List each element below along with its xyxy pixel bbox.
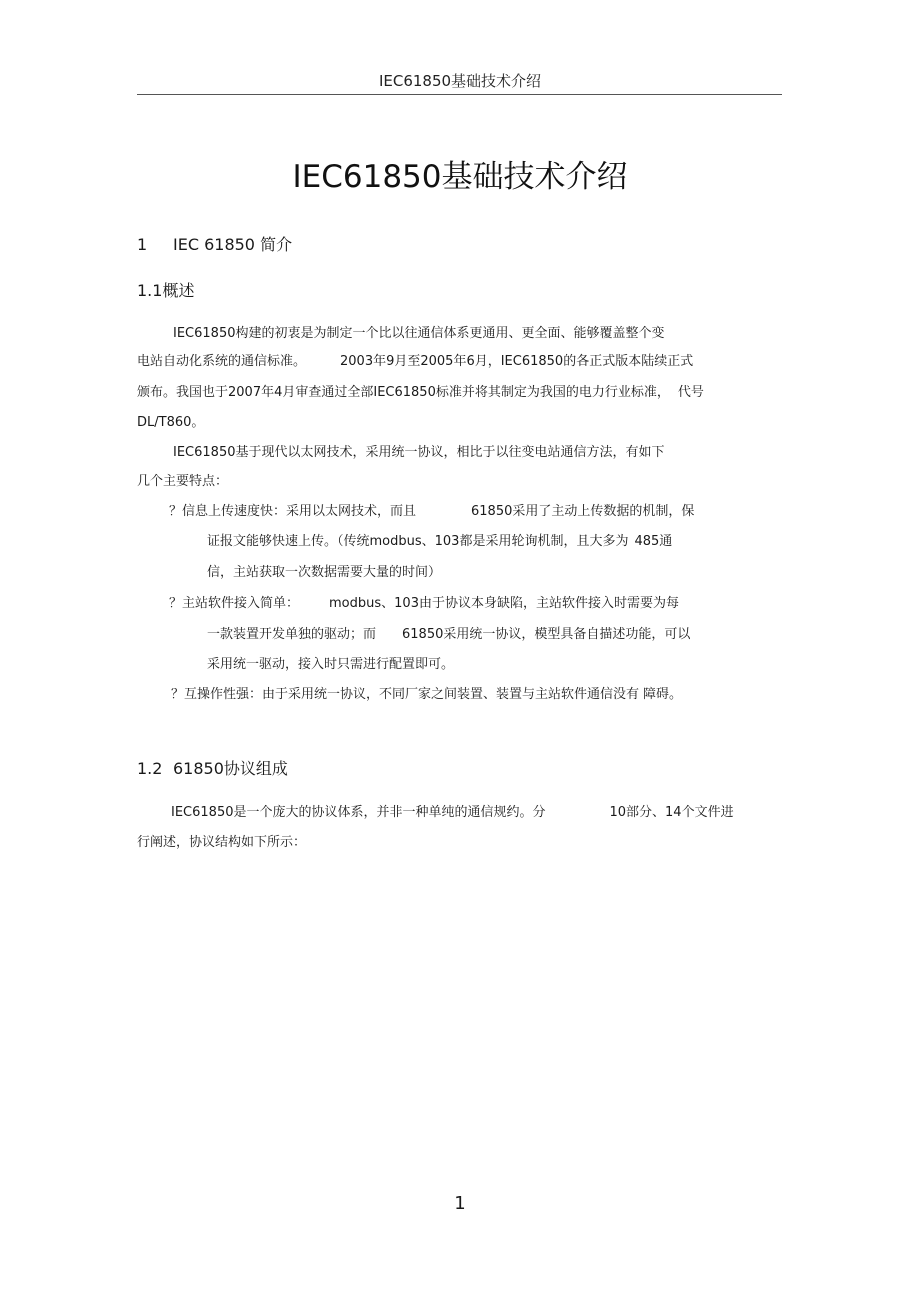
section-1-number: 1 (137, 235, 148, 254)
bullet2-line1a: ？主站软件接入简单： (169, 596, 300, 611)
bullet3-line1b: 障碍。 (643, 687, 683, 702)
running-header: IEC61850基础技术介绍 (378, 72, 542, 90)
document-title: IEC61850基础技术介绍 (292, 159, 628, 195)
section-1-1-heading: 1.1概述 (137, 281, 195, 300)
bullet1-line2 (207, 530, 672, 549)
bullet3-line1a: ？互操作性强：由于采用统一协议，不同厂家之间装置、装置与主站软件通信没有 (171, 687, 640, 702)
bullet1-line1b: 61850采用了主动上传数据的机制，保 (471, 504, 695, 519)
para1-line1: IEC61850构建的初衷是为制定一个比以往通信体系更通用、更全面、能够覆盖整个变 (173, 326, 665, 341)
para1-line2a: 电站自动化系统的通信标准。 (137, 354, 307, 369)
header-rule (137, 94, 782, 95)
page-number: 1 (454, 1193, 466, 1214)
para1-line3 (137, 381, 704, 400)
section-1-2-title: 61850协议组成 (173, 759, 288, 778)
para1-line2 (137, 350, 693, 369)
para2-line2: 几个主要特点： (137, 474, 229, 489)
bullet1-line2a: 证报文能够快速上传。（传统modbus、103都是采用轮询机制，且大多为 (207, 534, 629, 549)
section-1-2-line1b: 10部分、14个文件进 (609, 805, 734, 820)
bullet2-line3: 采用统一驱动，接入时只需进行配置即可。 (207, 657, 455, 672)
bullet1-line2b: 485通 (634, 534, 673, 549)
section-1-2-line1a: IEC61850是一个庞大的协议体系，并非一种单纯的通信规约。分 (171, 805, 546, 820)
bullet1-line3: 信，主站获取一次数据需要大量的时间） (207, 565, 442, 580)
bullet1-line1 (169, 500, 694, 519)
para1-line3b: 代号 (677, 385, 704, 400)
para1-line2b: 2003年9月至2005年6月，IEC61850的各正式版本陆续正式 (340, 354, 694, 369)
para1-line4: DL/T860。 (137, 415, 205, 430)
bullet2-line2b: 61850采用统一协议，模型具备自描述功能，可以 (402, 627, 691, 642)
section-1-2-line2: 行阐述，协议结构如下所示： (137, 835, 307, 850)
bullet2-line2a: 一款装置开发单独的驱动；而 (207, 627, 377, 642)
bullet3-line1 (171, 683, 682, 702)
para1-line3a: 颁布。我国也于2007年4月审查通过全部IEC61850标准并将其制定为我国的电力行业标准， (137, 385, 670, 400)
section-1-2-number: 1.2 (137, 759, 163, 778)
section-1-title: IEC 61850 简介 (173, 235, 293, 254)
bullet2-line1 (169, 592, 679, 611)
section-1-2-heading (137, 756, 288, 779)
bullet1-line1a: ？信息上传速度快：采用以太网技术，而且 (169, 504, 417, 519)
section-1-heading (137, 232, 292, 255)
section-1-2-line1 (171, 801, 734, 820)
bullet2-line1b: modbus、103由于协议本身缺陷，主站软件接入时需要为每 (329, 596, 679, 611)
para2-line1: IEC61850基于现代以太网技术，采用统一协议，相比于以往变电站通信方法，有如下 (173, 445, 665, 460)
bullet2-line2 (207, 623, 690, 642)
